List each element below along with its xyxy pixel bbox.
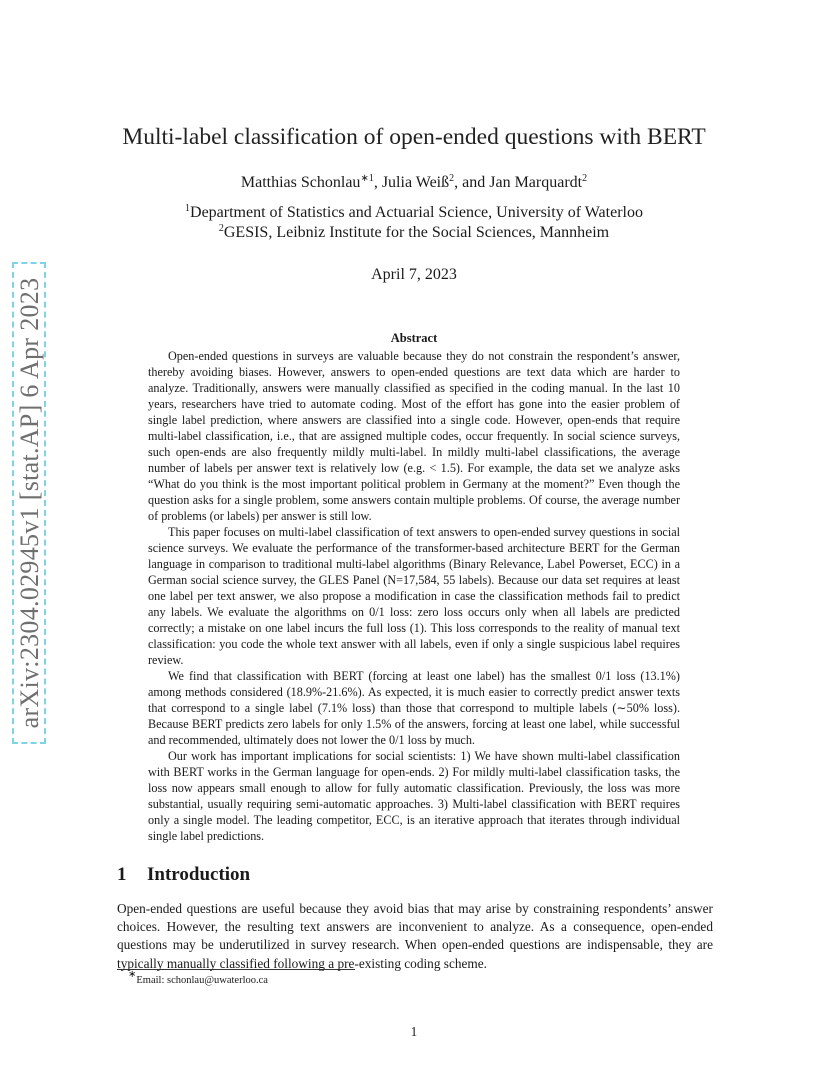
abstract-paragraph: This paper focuses on multi-label classification of text answers to open-ended survey questions in social science surveys. We evaluate the performance of the transformer-based architecture BERT for the German language in comparison to traditional multi-label algorithms (Binary Relevance, Label Powerset, ECC) in a German social science survey, the GLES Panel (N=17,584, 55 labels). Because our data set requires at least one label per text answer, we also propose a modification in case the classification methods fail to predict any labels. We evaluate the algorithms on 0/1 loss: zero loss occurs only when all labels are predicted correctly; a mistake on one label incurs the full loss (1). This loss corresponds to the reality of manual text classification: you code the whole text answer with all labels, even if only a single suspicious label requires review. (148, 525, 680, 667)
abstract-heading: Abstract (390, 331, 438, 345)
author-affiliation-mark: 2 (449, 173, 455, 184)
footnote-text: Email: schonlau@uwaterloo.ca (136, 975, 268, 986)
affiliation (0, 204, 828, 222)
section-heading (117, 864, 250, 886)
footnote (128, 969, 268, 986)
affiliation-text: GESIS, Leibniz Institute for the Social Sciences, Mannheim (223, 224, 610, 241)
abstract-paragraph: We find that classification with BERT (forcing at least one label) has the smallest 0/1 loss (13.1%) among methods considered (18.9%-21.6%). As expected, it is much easier to correctly predict answer texts that correspond to a single label (7.1% loss) than those that correspond to multiple labels (∼50% loss). Because BERT predicts zero labels for only 1.5% of the answers, forcing at least one label, while successful and recommended, ultimately does not lower the 0/1 loss by much. (148, 669, 680, 747)
footnote-mark: ∗ (128, 969, 137, 980)
author-affiliation-mark: ∗1 (360, 173, 374, 184)
abstract-paragraph: Our work has important implications for social scientists: 1) We have shown multi-label classification with BERT works in the German language for open-ends. 2) For mildly multi-label classification tasks, the loss now appears small enough to allow for fully automatic classification. Previously, the loss was more substantial, usually requiring semi-automatic approaches. 3) Multi-label classification with BERT requires only a single model. The leading competitor, ECC, is an iterative approach that iterates through individual single label predictions. (148, 749, 680, 843)
author-list (0, 174, 828, 192)
author-name: Jan Marquardt (489, 174, 583, 191)
section-title: Introduction (147, 864, 251, 885)
author-name: Julia Weiß (381, 174, 450, 191)
author-separator: , and (454, 174, 490, 191)
intro-paragraph: Open-ended questions are useful because they avoid bias that may arise by constraining respondents’ answer choices. However, the resulting text answers are inconvenient to analyze. As a consequence, open-ended questions may be underutilized in survey research. When open-ended questions are indispensable, they are typically manually classified following a pre-existing coding scheme. (117, 901, 713, 971)
affiliation-mark: 1 (185, 203, 191, 214)
affiliation (0, 224, 828, 242)
author-name: Matthias Schonlau (240, 174, 361, 191)
abstract-body (148, 348, 680, 844)
affiliation-text: Department of Statistics and Actuarial Science, University of Waterloo (190, 204, 643, 221)
footnote-rule (117, 969, 355, 970)
paper-date: April 7, 2023 (371, 266, 457, 283)
intro-body (117, 900, 713, 973)
paper-title: Multi-label classification of open-ended questions with BERT (122, 124, 706, 150)
author-affiliation-mark: 2 (582, 173, 588, 184)
section-number: 1 (117, 864, 127, 885)
page-number: 1 (410, 1024, 418, 1039)
arxiv-identifier: arXiv:2304.02945v1 [stat.AP] 6 Apr 2023 (15, 277, 44, 729)
affiliation-mark: 2 (218, 223, 224, 234)
abstract-paragraph: Open-ended questions in surveys are valuable because they do not constrain the respondent’s answer, thereby avoiding biases. However, answers to open-ended questions are text data which are harder to analyze. Traditionally, answers were manually classified as specified in the coding manual. In the last 10 years, researchers have tried to automate coding. Most of the effort has gone into the easier problem of single label prediction, where answers are classified into a single code. However, open-ends that require multi-label classification, i.e., that are assigned multiple codes, occur frequently. In social science surveys, such open-ends are also frequently mildly multi-label. In mildly multi-label classifications, the average number of labels per answer text is relatively low (e.g. < 1.5). For example, the data set we analyze asks “What do you think is the most important political problem in Germany at the moment?” Even though the question asks for a single problem, some answers contain multiple problems. Of course, the average number of problems (or labels) per answer is still low. (148, 349, 680, 523)
author-separator: , (373, 174, 382, 191)
